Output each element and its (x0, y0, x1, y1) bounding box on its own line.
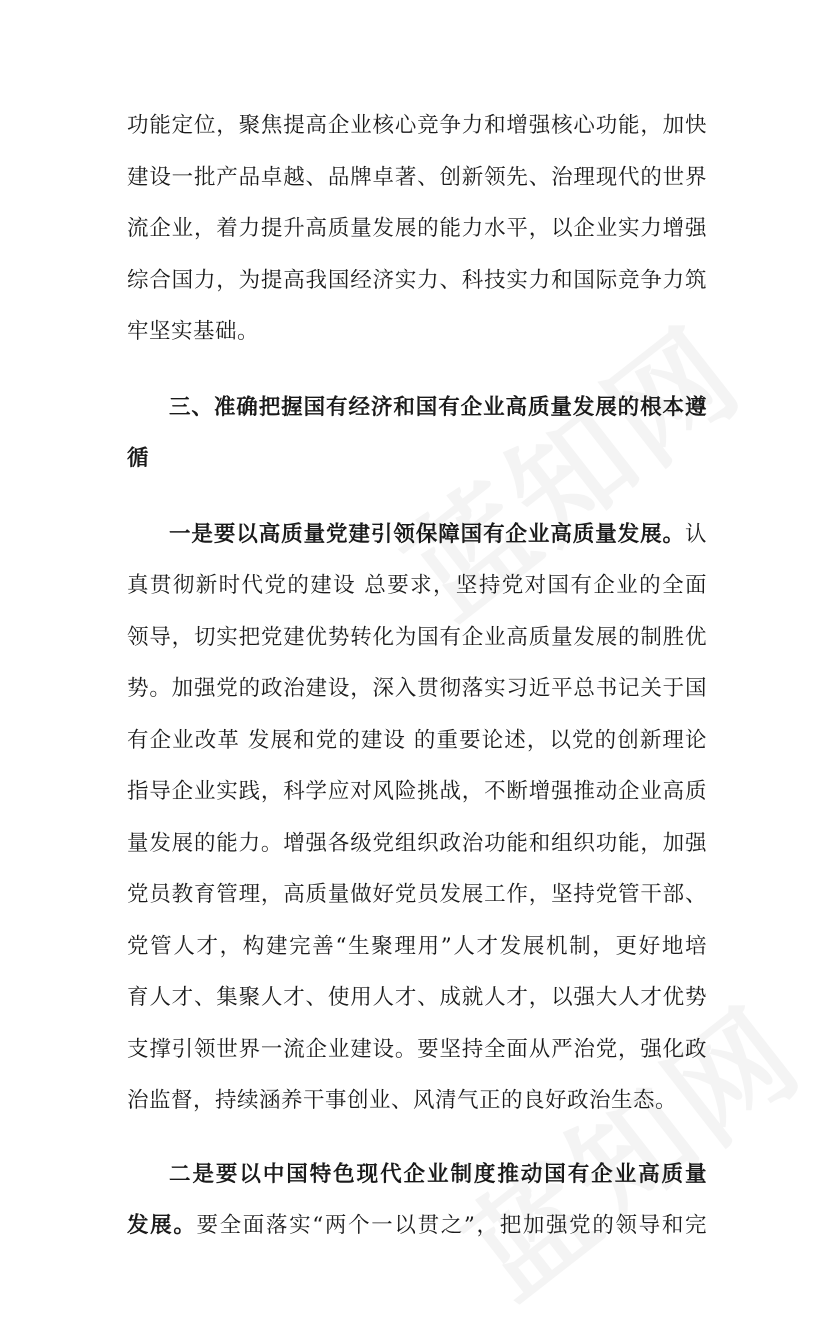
text-line (127, 509, 707, 561)
paragraph-party-building (127, 509, 707, 1127)
text-line: 真贯彻新时代党的建设 总要求，坚持党对国有企业的全面 (127, 573, 707, 598)
text-line: 牢坚实基础。 (127, 319, 260, 344)
lead-sentence: 二是要以中国特色现代企业制度推动国有企业高质量 (169, 1161, 707, 1187)
spacer (127, 1127, 707, 1149)
text-line: 量发展的能力。增强各级党组织政治功能和组织功能，加强 (127, 830, 707, 856)
lead-sentence: 一是要以高质量党建引领保障国有企业高质量发展。 (169, 521, 685, 547)
text-line: 支撑引领世界一流企业建设。要坚持全面从严治党，强化政 (127, 1036, 707, 1062)
text-line: 功能定位，聚焦提高企业核心竞争力和增强核心功能，加快 (127, 113, 707, 138)
text-line: 育人才、集聚人才、使用人才、成就人才，以强大人才优势 (127, 985, 707, 1010)
text-line: 党管人才，构建完善“生聚理用”人才发展机制，更好地培 (127, 933, 707, 959)
lead-tail: 认 (684, 521, 707, 547)
heading-line: 循 (127, 446, 150, 471)
paragraph-modern-enterprise-system (127, 1149, 707, 1252)
text-line: 指导企业实践，科学应对风险挑战，不断增强推动企业高质 (127, 779, 707, 804)
text-tail: 要全面落实“两个一以贯之”，把加强党的领导和完 (196, 1213, 707, 1238)
text-line: 流企业，着力提升高质量发展的能力水平，以企业实力增强 (127, 216, 707, 241)
spacer (127, 485, 707, 509)
text-line: 建设一批产品卓越、品牌卓著、创新领先、治理现代的世界 (127, 164, 707, 190)
lead-sentence-end: 发展。 (127, 1213, 197, 1238)
spacer (127, 358, 707, 382)
document-page (127, 100, 707, 1252)
section-heading-three (127, 382, 707, 485)
text-line: 党员教育管理，高质量做好党员发展工作，坚持党管干部、 (127, 882, 707, 907)
text-line: 势。加强党的政治建设，深入贯彻落实习近平总书记关于国 (127, 676, 707, 701)
text-line: 有企业改革 发展和党的建设 的重要论述，以党的创新理论 (127, 727, 707, 753)
text-line: 治监督，持续涵养干事创业、风清气正的良好政治生态。 (127, 1088, 678, 1113)
paragraph-functional-positioning (127, 100, 707, 358)
text-line (127, 1200, 707, 1252)
text-line: 综合国力，为提高我国经济实力、科技实力和国际竞争力筑 (127, 267, 707, 293)
heading-line: 三、准确把握国有经济和国有企业高质量发展的根本遵 (169, 394, 707, 420)
text-line: 领导，切实把党建优势转化为国有企业高质量发展的制胜优 (127, 624, 707, 650)
